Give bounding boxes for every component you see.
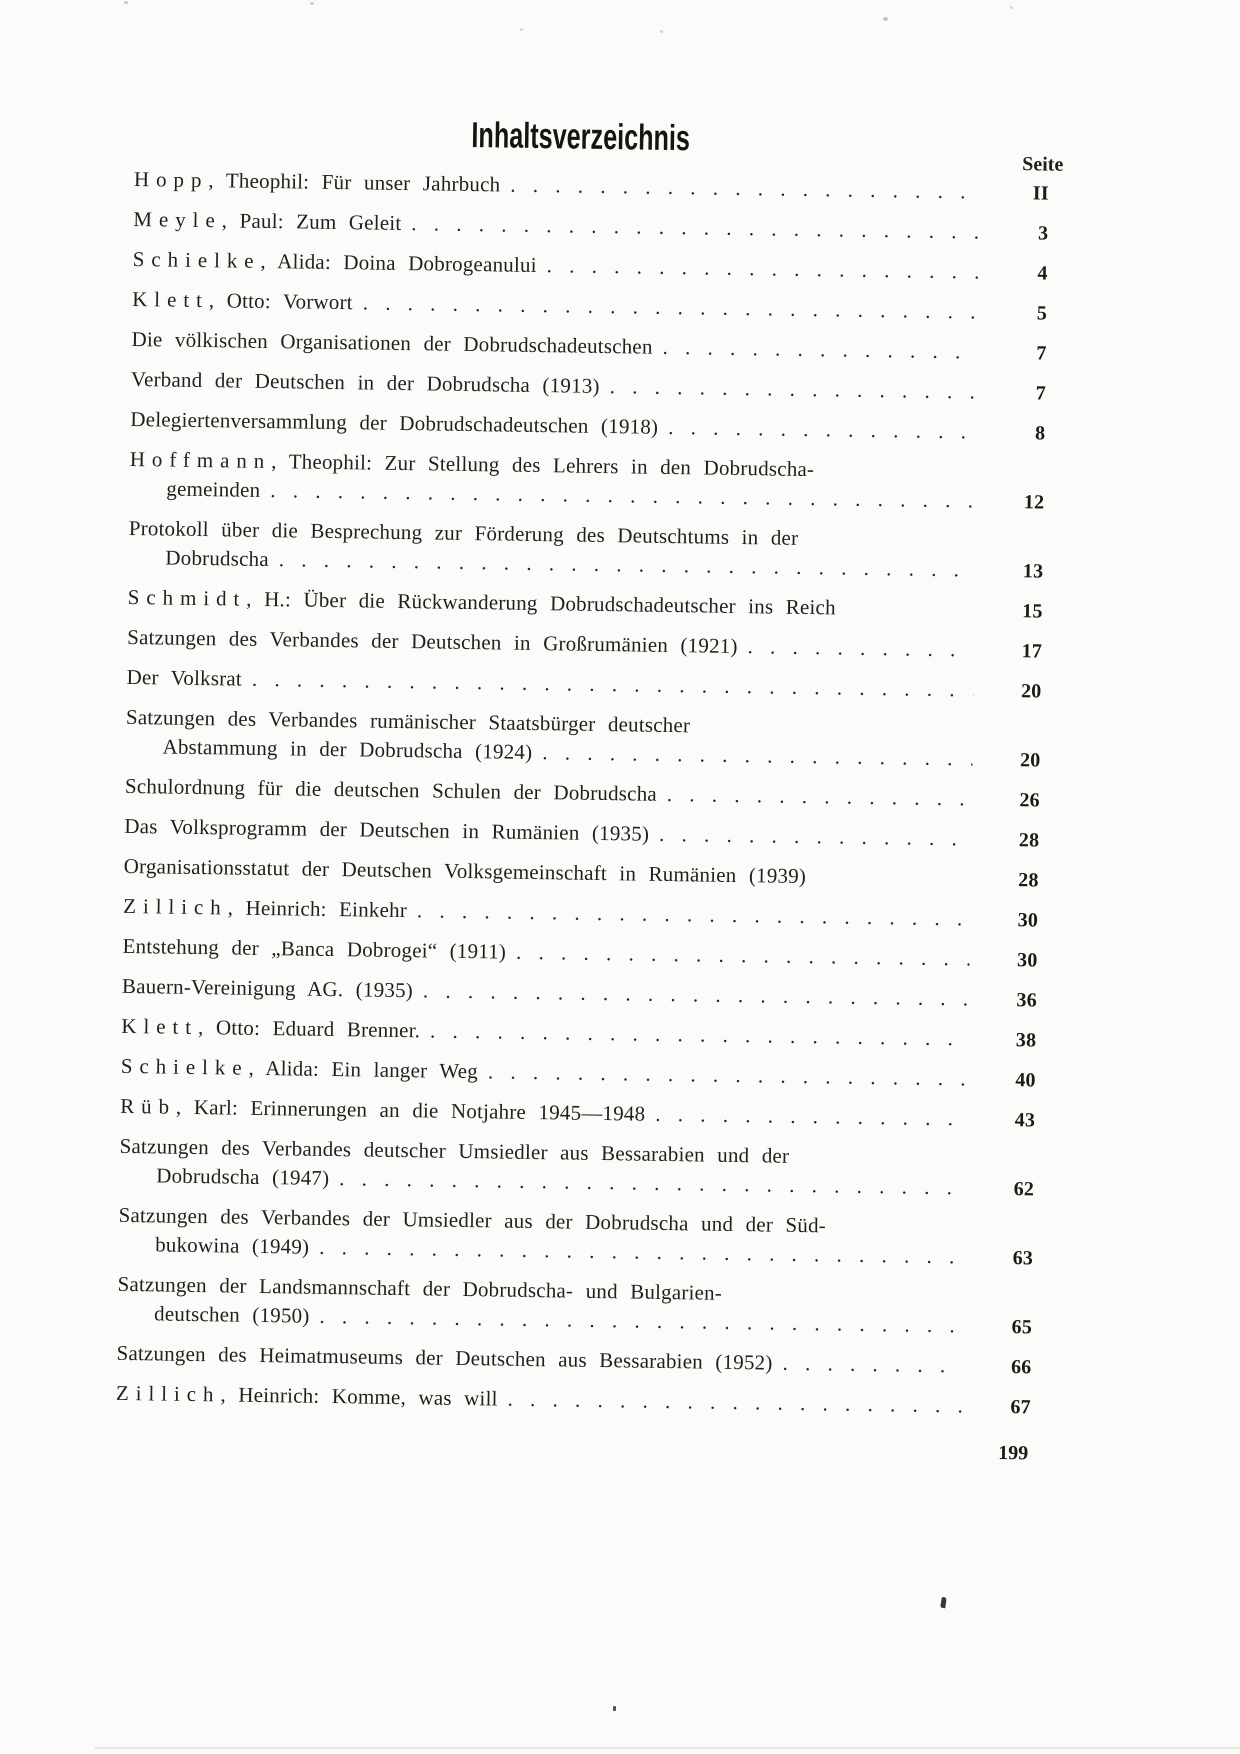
entry-title-text: , Otto: Vorwort	[208, 288, 353, 315]
entry-page-number: 36	[1016, 989, 1038, 1012]
toc-entry	[117, 1271, 1033, 1341]
entry-page-number: 28	[1018, 829, 1040, 852]
entry-text	[133, 206, 401, 236]
entry-page-number: 7	[1035, 382, 1047, 405]
toc-entry	[133, 206, 1048, 247]
entry-line	[122, 933, 1037, 974]
dot-leader	[242, 666, 974, 703]
entry-line	[122, 973, 1037, 1014]
entry-line	[126, 664, 1041, 705]
toc-entry	[130, 406, 1045, 447]
entry-line	[123, 893, 1038, 934]
dot-leader	[652, 334, 978, 365]
toc-entry	[120, 1093, 1035, 1134]
author-name: Schielke	[120, 1053, 249, 1080]
dot-leader	[532, 739, 973, 772]
entry-title-text: Satzungen des Verbandes der Deutschen in Großrumänien (1921)	[127, 624, 738, 658]
entry-title-text: , Alida: Ein langer Weg	[248, 1055, 479, 1084]
author-name: Schmidt	[127, 584, 247, 611]
entry-text	[132, 286, 353, 315]
toc-entry	[126, 664, 1041, 705]
entry-line	[133, 246, 1048, 287]
entry-text	[134, 166, 501, 197]
entry-text	[131, 326, 652, 360]
author-name: Hoffmann	[129, 446, 272, 474]
scan-speck	[520, 28, 523, 31]
entry-line	[131, 366, 1046, 407]
dot-leader	[657, 781, 972, 812]
entry-line	[124, 813, 1039, 854]
toc-entry	[122, 973, 1037, 1014]
toc-entry	[124, 813, 1039, 854]
entry-page-number: 30	[1016, 949, 1038, 972]
entry-text: Dobrudscha (1947)	[156, 1163, 330, 1190]
dot-leader	[353, 289, 980, 324]
entry-page-number: 20	[1019, 749, 1041, 772]
entry-title-text: Die völkischen Organisationen der Dobrudschadeutschen	[131, 326, 653, 359]
entry-text	[131, 366, 600, 399]
scan-edge-line	[95, 1747, 1240, 1749]
entry-page-number: 67	[1010, 1396, 1032, 1419]
entry-title-text: , Karl: Erinnerungen an die Notjahre 1945—1948	[175, 1094, 646, 1126]
dot-leader	[309, 1234, 965, 1270]
entry-title-text: Das Volksprogramm der Deutschen in Rumänien (1935)	[124, 813, 650, 846]
dot-leader	[506, 939, 970, 972]
entry-page-number: 26	[1019, 789, 1041, 812]
entry-title-text: Satzungen des Verbandes rumänischer Staatsbürger deutscher	[125, 704, 691, 738]
dot-leader	[645, 1101, 967, 1132]
entry-title-text: , Paul: Zum Geleit	[221, 208, 402, 235]
dot-leader	[329, 1165, 966, 1200]
entry-line	[116, 1340, 1031, 1381]
entry-page-number: 30	[1017, 909, 1039, 932]
toc-entry	[127, 624, 1042, 665]
toc-entry	[128, 515, 1044, 585]
entry-title-text: Verband der Deutschen in der Dobrudscha (1913)	[130, 366, 600, 398]
entry-page-number: 43	[1014, 1109, 1036, 1132]
entry-page-number: 20	[1020, 680, 1042, 703]
entry-line	[127, 624, 1042, 665]
entry-text	[127, 624, 738, 659]
toc-entry	[123, 893, 1038, 934]
page-content	[115, 110, 1064, 1465]
table-of-contents	[116, 166, 1049, 1420]
page-title: Inhaltsverzeichnis	[471, 114, 691, 159]
column-header-seite: Seite	[1022, 153, 1064, 176]
dot-leader	[500, 171, 981, 204]
entry-page-number: 12	[1023, 491, 1045, 514]
scan-speck	[883, 17, 888, 21]
toc-entry	[132, 286, 1047, 327]
entry-title-text: Satzungen des Verbandes deutscher Umsiedler aus Bessarabien und der	[119, 1133, 790, 1168]
dot-leader	[806, 883, 971, 885]
entry-page-number: II	[1032, 182, 1050, 205]
entry-text: gemeinden	[166, 476, 261, 502]
author-name: Rüb	[120, 1093, 177, 1119]
entry-line	[131, 326, 1046, 367]
dot-leader	[309, 1303, 964, 1339]
dot-leader	[836, 614, 975, 616]
toc-entry	[119, 1133, 1035, 1203]
entry-text	[116, 1340, 772, 1376]
author-name: Zillich	[115, 1380, 221, 1407]
entry-text	[125, 773, 657, 807]
dot-leader	[649, 821, 972, 852]
author-name: Meyle	[133, 206, 222, 233]
toc-entry	[116, 1380, 1031, 1421]
entry-text	[121, 1053, 479, 1084]
scan-speck	[310, 2, 314, 5]
entry-line	[121, 1053, 1036, 1094]
page-number: 199	[998, 1441, 1029, 1465]
entry-page-number: 8	[1034, 422, 1046, 445]
entry-text: deutschen (1950)	[153, 1301, 310, 1328]
dot-leader	[497, 1386, 963, 1419]
entry-page-number: 62	[1013, 1178, 1035, 1201]
entry-title-text: Schulordnung für die deutschen Schulen der Dobrudscha	[124, 773, 658, 806]
entry-title-text: , Heinrich: Einkehr	[227, 895, 408, 923]
author-name: Schielke	[132, 246, 261, 273]
entry-text	[116, 1380, 498, 1412]
toc-entry	[131, 366, 1046, 407]
entry-text	[123, 893, 407, 923]
entry-line	[120, 1093, 1035, 1134]
entry-line	[124, 853, 1039, 894]
dot-leader	[420, 1017, 969, 1051]
dot-leader	[537, 252, 980, 285]
entry-title-text: Der Volksrat	[126, 664, 243, 691]
entry-title-text: , Heinrich: Komme, was will	[220, 1382, 498, 1411]
entry-page-number: 28	[1018, 869, 1039, 892]
toc-entry	[121, 1053, 1036, 1094]
entry-line	[116, 1380, 1031, 1421]
entry-page-number: 38	[1015, 1029, 1037, 1052]
entry-title-text: Bauern-Vereinigung AG. (1935)	[121, 973, 414, 1003]
entry-title-text: Satzungen des Verbandes der Umsiedler aus der Dobrudscha und der Süd-	[118, 1202, 827, 1238]
entry-title-text: , Theophil: Für unser Jahrbuch	[208, 168, 501, 197]
toc-entry	[128, 584, 1043, 625]
dot-leader	[599, 373, 978, 405]
entry-page-number: 15	[1022, 600, 1043, 623]
entry-text	[122, 973, 413, 1003]
entry-page-number: 65	[1011, 1316, 1033, 1339]
toc-entry	[125, 773, 1040, 814]
entry-line	[134, 166, 1049, 207]
entry-title-text: , Theophil: Zur Stellung des Lehrers in den Dobrudscha-	[271, 449, 815, 482]
entry-title-text: , H.: Über die Rückwanderung Dobrudschadeutscher ins Reich	[246, 586, 836, 620]
entry-line	[133, 206, 1048, 247]
entry-title-text: Entstehung der „Banca Dobrogei“ (1911)	[122, 933, 507, 964]
toc-entry	[116, 1340, 1031, 1381]
entry-title-text: , Otto: Eduard Brenner.	[197, 1015, 421, 1043]
entry-page-number: 3	[1037, 222, 1049, 245]
dot-leader	[658, 414, 977, 445]
toc-entry	[131, 326, 1046, 367]
entry-title-text: Organisationsstatut der Deutschen Volksgemeinschaft in Rumänien (1939)	[123, 853, 807, 889]
entry-text	[130, 406, 658, 440]
entry-text: Abstammung in der Dobrudscha (1924)	[162, 734, 533, 764]
entry-line	[130, 406, 1045, 447]
entry-text	[128, 584, 836, 621]
entry-text	[124, 813, 649, 847]
entry-text: Dobrudscha	[165, 545, 270, 572]
entry-title-text: Protokoll über die Besprechung zur Förderung des Deutschtums in der	[128, 515, 799, 550]
dot-leader	[401, 210, 980, 245]
entry-line	[128, 584, 1043, 625]
entry-text	[124, 853, 807, 889]
entry-text	[133, 246, 537, 278]
entry-title-text: Satzungen des Heimatmuseums der Deutschen aus Bessarabien (1952)	[116, 1340, 773, 1375]
entry-title-text: , Alida: Doina Dobrogeanului	[260, 248, 537, 277]
entry-page-number: 4	[1037, 262, 1048, 285]
toc-entry	[133, 246, 1048, 287]
author-name: Klett	[132, 286, 210, 313]
entry-line	[125, 773, 1040, 814]
dot-leader	[772, 1350, 963, 1379]
entry-text	[126, 664, 242, 692]
entry-page-number: 63	[1012, 1247, 1034, 1270]
dot-leader	[478, 1058, 968, 1091]
author-name: Zillich	[123, 893, 228, 920]
entry-title-text: Delegiertenversammlung der Dobrudschadeutschen (1918)	[130, 406, 659, 439]
entry-text: bukowina (1949)	[154, 1232, 310, 1259]
toc-entry	[118, 1202, 1034, 1272]
scan-speck	[1010, 6, 1013, 9]
dot-leader	[407, 897, 970, 931]
scan-speck	[660, 30, 663, 33]
entry-page-number: 66	[1010, 1356, 1032, 1379]
dot-leader	[413, 977, 969, 1011]
entry-title-text: Satzungen der Landsmannschaft der Dobrudscha- und Bulgarien-	[117, 1271, 723, 1305]
toc-entry	[129, 446, 1045, 516]
entry-text	[126, 704, 691, 738]
author-name: Hopp	[133, 166, 209, 193]
entry-line	[121, 1013, 1036, 1054]
toc-entry	[121, 1013, 1036, 1054]
toc-entry	[134, 166, 1049, 207]
scan-speck	[613, 1706, 616, 1711]
toc-entry	[125, 704, 1041, 774]
entry-text	[121, 1013, 420, 1043]
entry-page-number: 17	[1021, 640, 1043, 663]
entry-page-number: 40	[1015, 1069, 1036, 1092]
dot-leader	[737, 633, 974, 663]
entry-text	[122, 933, 506, 965]
entry-page-number: 5	[1036, 302, 1048, 325]
entry-line	[132, 286, 1047, 327]
toc-entry	[122, 933, 1037, 974]
author-name: Klett	[121, 1013, 199, 1040]
entry-page-number: 7	[1036, 342, 1047, 365]
ink-mark	[940, 1597, 946, 1609]
entry-text	[120, 1093, 645, 1127]
toc-entry	[124, 853, 1039, 894]
scan-speck	[124, 1, 128, 4]
entry-page-number: 13	[1022, 560, 1044, 583]
